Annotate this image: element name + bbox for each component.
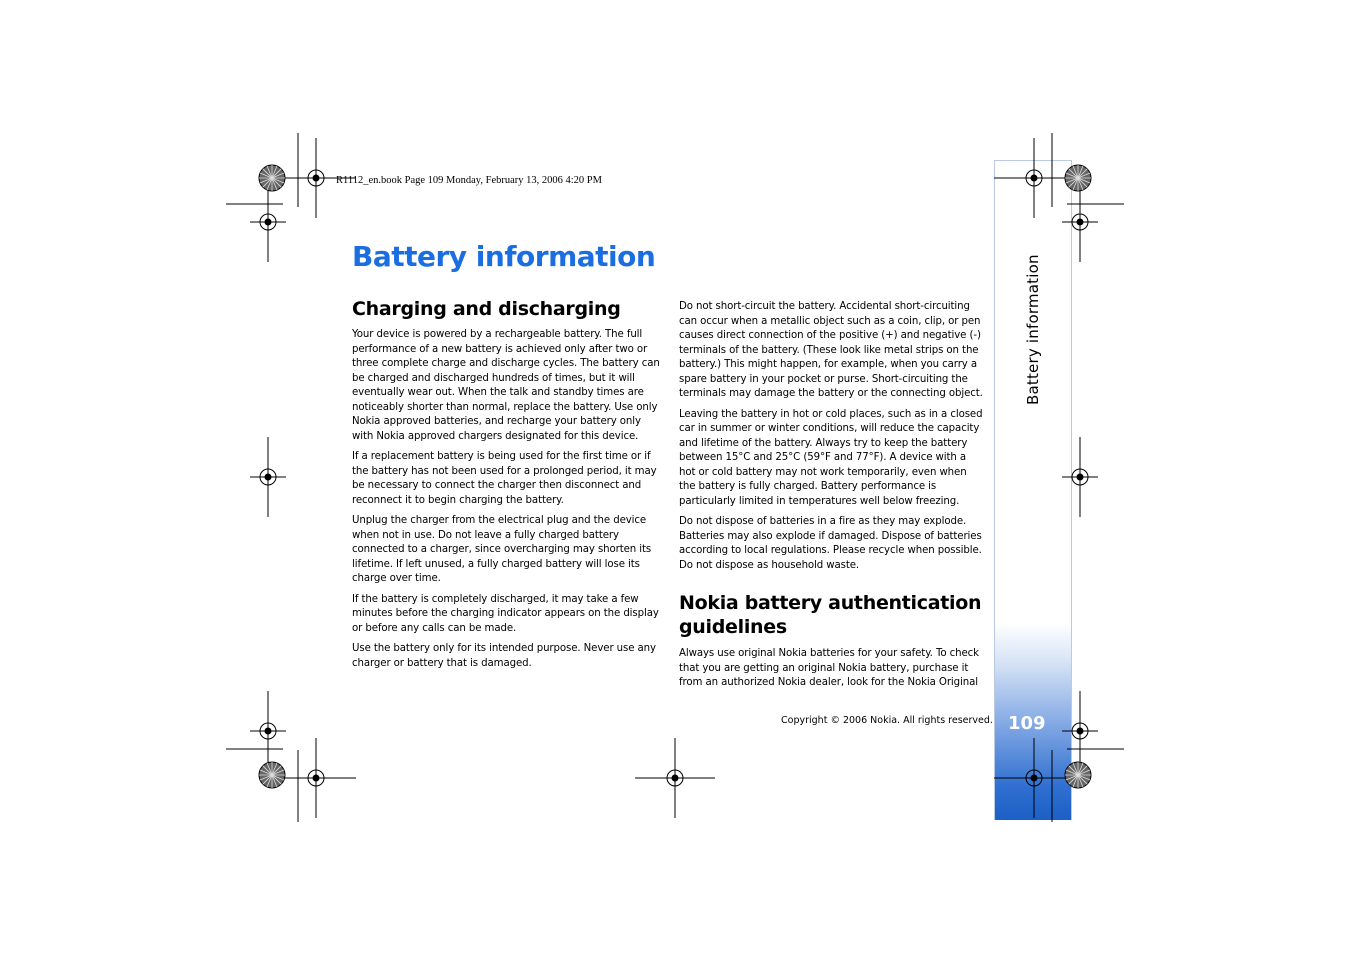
paragraph: Leaving the battery in hot or cold places, such as in a closed car in summer or winter conditions, will reduce the capacity and lifetime of the battery. Always try to keep the battery between 15°C and 25°C (59°F and 77°F). A device with a hot or cold battery may not work temporarily, even when the battery is fully charged. Battery performance is particularly limited in temperatures well below freezing. <box>679 408 983 507</box>
right-column <box>679 300 985 697</box>
paragraph: Use the battery only for its intended purpose. Never use any charger or battery that is damaged. <box>352 643 656 669</box>
left-column <box>352 297 662 677</box>
paragraph: Your device is powered by a rechargeable battery. The full performance of a new battery is achieved only after two or three complete charge and discharge cycles. The battery can be charged and discharged hundreds of times, but it will eventually wear out. When the talk and standby times are noticeably shorter than normal, replace the battery. Use only Nokia approved batteries, and recharge your battery only with Nokia approved chargers designated for this device. <box>352 329 660 442</box>
paragraph: If a replacement battery is being used for the first time or if the battery has not been used for a prolonged period, it may be necessary to connect the charger then disconnect and reconnect it to begin charging the battery. <box>352 451 657 506</box>
page-number: 109 <box>1008 713 1046 734</box>
section-heading-authentication: Nokia battery authentication guidelines <box>679 592 982 638</box>
page-title: Battery information <box>352 240 656 273</box>
paragraph: Unplug the charger from the electrical plug and the device when not in use. Do not leave a fully charged battery connected to a charger, since overcharging may shorten its lifetime. If left unused, a fully charged battery will lose its charge over time. <box>352 515 652 584</box>
section-heading-charging: Charging and discharging <box>352 298 621 320</box>
print-header-line: R1112_en.book Page 109 Monday, February 13, 2006 4:20 PM <box>336 175 602 186</box>
paragraph: If the battery is completely discharged, it may take a few minutes before the charging indicator appears on the display or before any calls can be made. <box>352 593 659 634</box>
paragraph: Do not dispose of batteries in a fire as they may explode. Batteries may also explode if damaged. Dispose of batteries according to local regulations. Please recycle when possible. Do not dispose as household waste. <box>679 516 982 571</box>
copyright-notice: Copyright © 2006 Nokia. All rights reserved. <box>781 715 993 726</box>
paragraph: Always use original Nokia batteries for your safety. To check that you are getting an original Nokia battery, purchase it from an authorized Nokia dealer, look for the Nokia Original <box>679 648 979 688</box>
side-tab-label: Battery information <box>1024 254 1042 405</box>
paragraph: Do not short-circuit the battery. Accidental short-circuiting can occur when a metallic object such as a coin, clip, or pen causes direct connection of the positive (+) and negative (-) terminals of the battery. (These look like metal strips on the battery.) This might happen, for example, when you carry a spare battery in your pocket or purse. Short-circuiting the terminals may damage the battery or the connecting object. <box>679 301 983 399</box>
